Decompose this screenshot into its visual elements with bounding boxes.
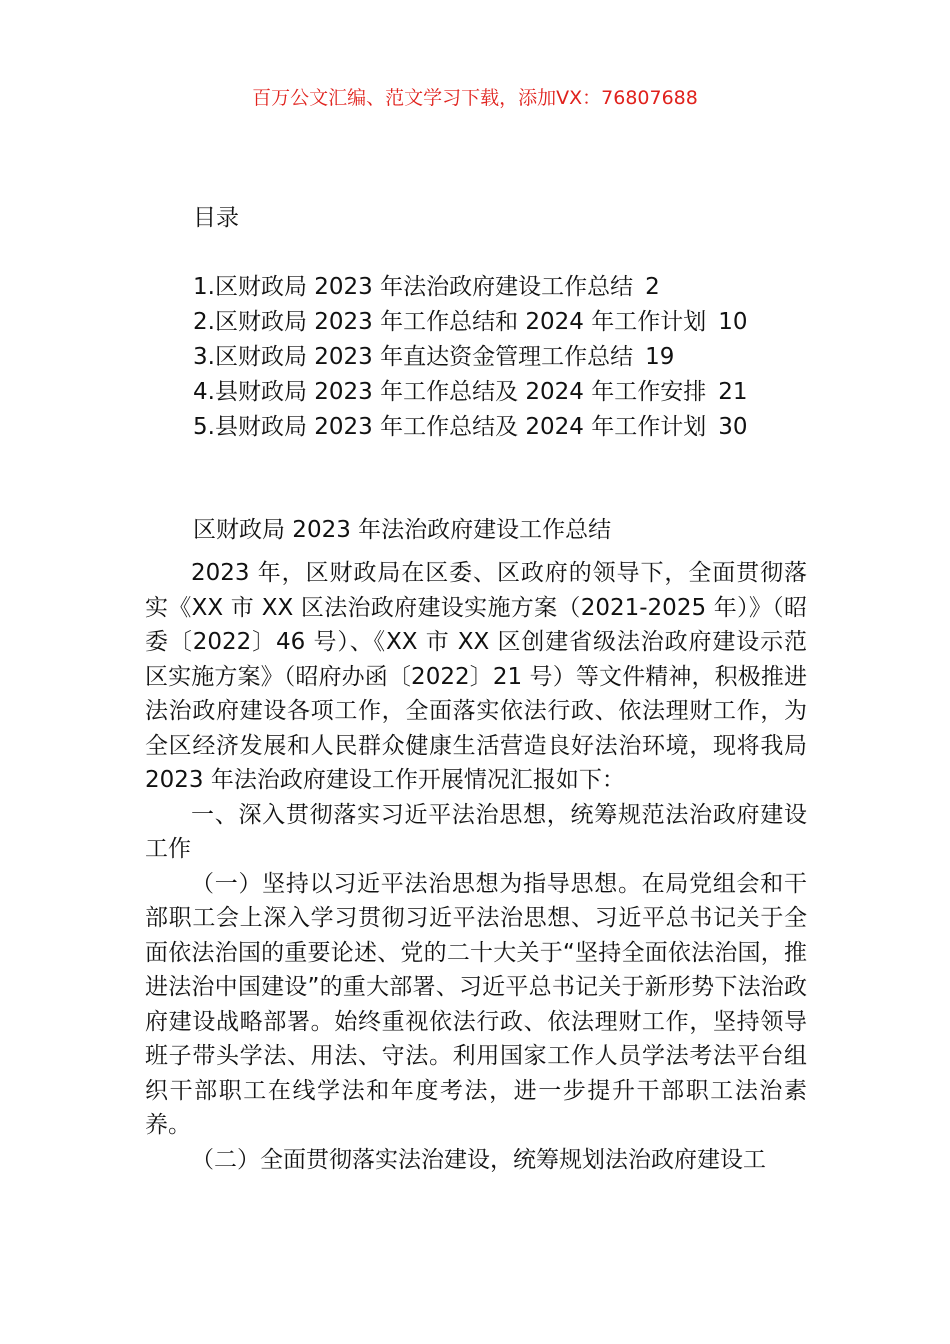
toc-item-label: 5.县财政局 2023 年工作总结及 2024 年工作计划 [193,414,707,440]
section-heading: 一、深入贯彻落实习近平法治思想，统筹规范法治政府建设工作 [145,801,807,862]
toc-item-label: 3.区财政局 2023 年直达资金管理工作总结 [193,344,634,370]
toc-item-label: 4.县财政局 2023 年工作总结及 2024 年工作安排 [193,379,707,405]
document-title: 区财政局 2023 年法治政府建设工作总结 [193,517,612,543]
body-paragraph: （一）坚持以习近平法治思想为指导思想。在局党组会和干部职工会上深入学习贯彻习近平法治思想、习近平总书记关于全面依法治国的重要论述、党的二十大关于“坚持全面依法治国，推进法治中国建设”的重大部署、习近平总书记关于新形势下法治政府建设战略部署。始终重视依法行政、依法理财工作，坚持领导班子带头学法、用法、守法。利用国家工作人员学法考法平台组织干部职工在线学法和年度考法，进一步提升干部职工法治素养。 [145,870,807,1138]
table-of-contents [193,270,748,445]
toc-title: 目录 [193,205,239,231]
body-paragraph: （二）全面贯彻落实法治建设，统筹规划法治政府建设工 [191,1146,766,1173]
toc-item-label: 2.区财政局 2023 年工作总结和 2024 年工作计划 [193,309,707,335]
toc-item-page: 19 [645,344,675,370]
header-watermark-note: 百万公文汇编、范文学习下载，添加VX：76807688 [252,87,698,109]
toc-item[interactable] [193,375,748,410]
toc-item-page: 30 [718,414,748,440]
toc-item[interactable] [193,305,748,340]
body-paragraph: 2023 年，区财政局在区委、区政府的领导下，全面贯彻落实《XX 市 XX 区法治政府建设实施方案（2021-2025 年）》（昭委〔2022〕46 号）、《XX 市 XX 区创建省级法治政府建设示范区实施方案》（昭府办函〔2022〕21 号）等文件精神，积极推进法治政府建设各项工作，全面落实依法行政、依法理财工作，为全区经济发展和人民群众健康生活营造良好法治环境，现将我局 2023 年法治政府建设工作开展情况汇报如下： [145,560,807,793]
toc-item-page: 21 [718,379,748,405]
toc-item-page: 10 [718,309,748,335]
toc-item[interactable] [193,270,748,305]
toc-item[interactable] [193,340,748,375]
document-body [145,556,807,1177]
toc-item-page: 2 [645,274,660,300]
toc-item-label: 1.区财政局 2023 年法治政府建设工作总结 [193,274,634,300]
toc-item[interactable] [193,410,748,445]
